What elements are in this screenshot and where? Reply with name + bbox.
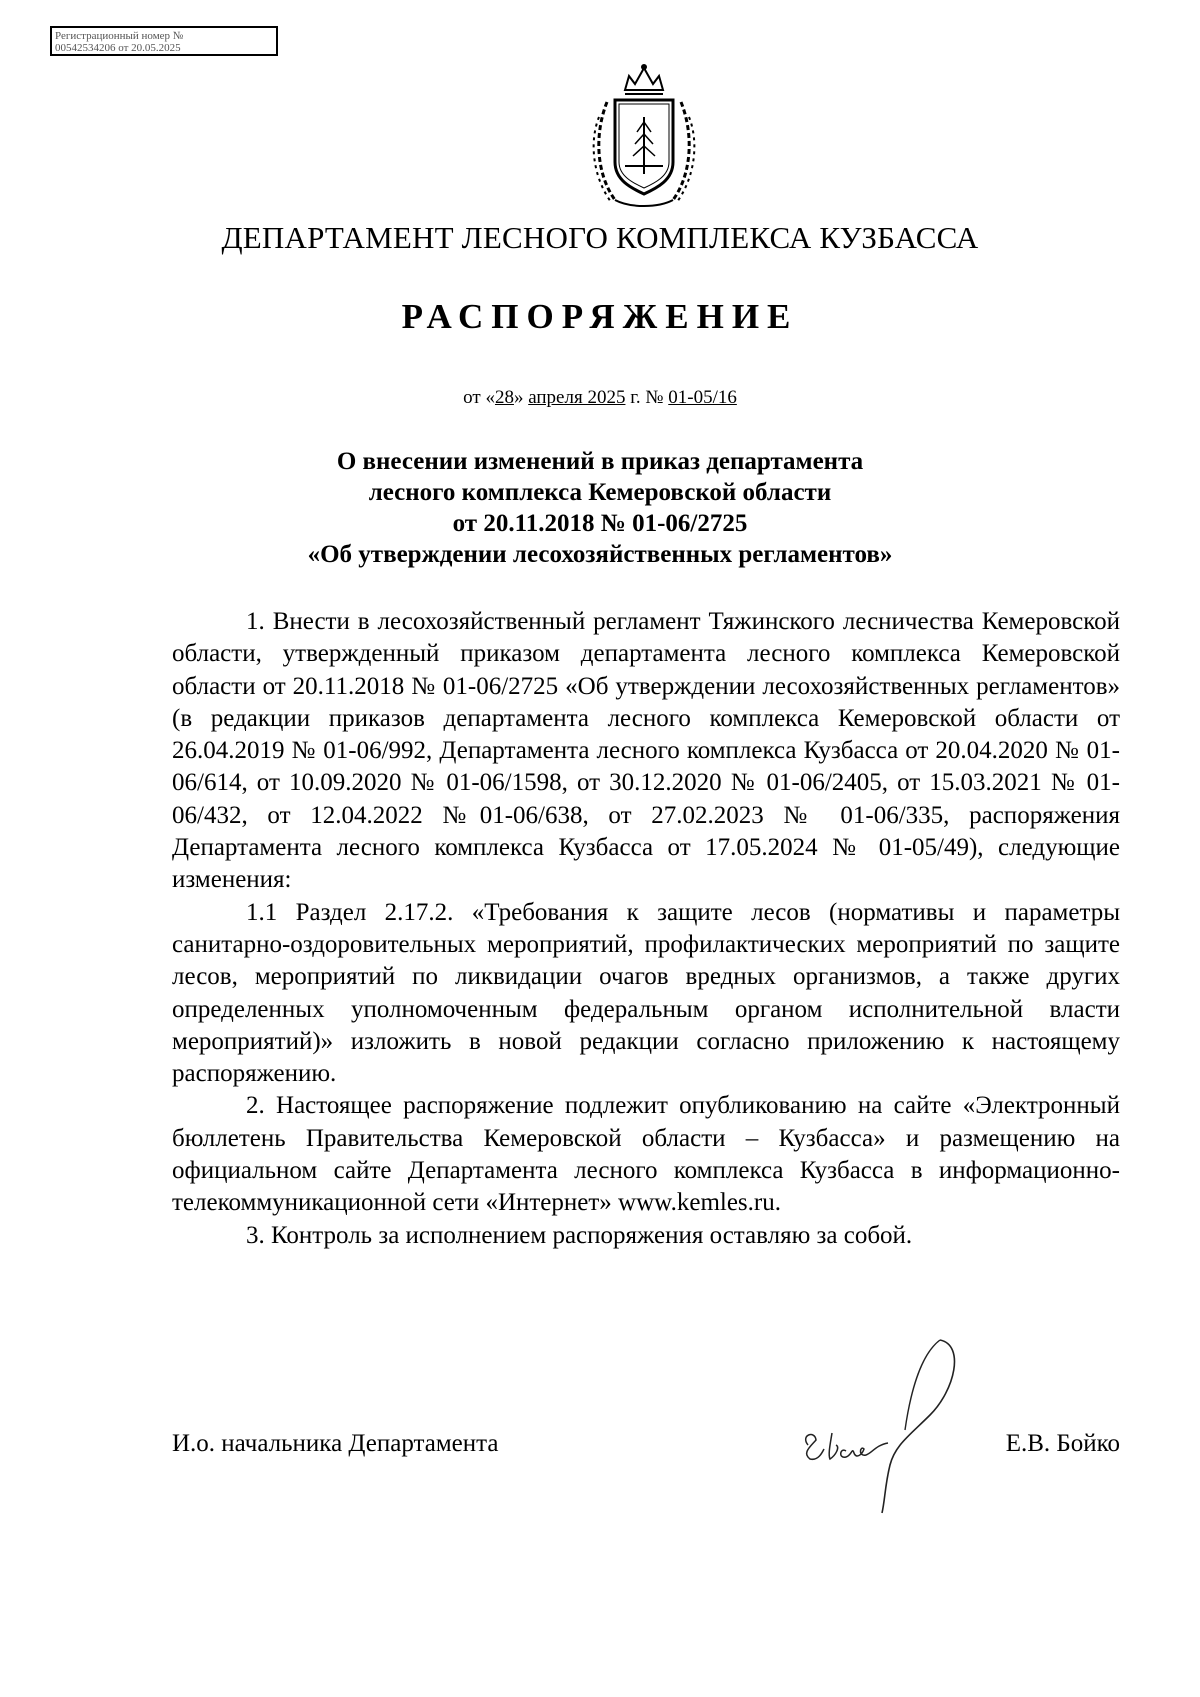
- paragraph-1: 1. Внести в лесохозяйственный регламент Тяжинского лесничества Кемеровской области, утвержденный приказом департамента лесного комплекса Кемеровской области от 20.11.2018 № 01-06/2725 «Об утверждении лесохозяйственных регламентов» (в редакции приказов департамента лесного комплекса Кемеровской области от 26.04.2019 № 01-06/992, Департамента лесного комплекса Кузбасса от 20.04.2020 № 01-06/614, от 10.09.2020 № 01-06/1598, от 30.12.2020 № 01-06/2405, от 15.03.2021 № 01-06/432, от 12.04.2022 №01-06/638, от 27.02.2023 № 01-06/335, распоряжения Департамента лесного комплекса Кузбасса от 17.05.2024 № 01-05/49), следующие изменения:: [172, 608, 1120, 894]
- registration-stamp: [50, 26, 278, 56]
- date-prefix: от «: [463, 387, 495, 408]
- paragraph-2: 2. Настоящее распоряжение подлежит опубликованию на сайте «Электронный бюллетень Правительства Кемеровской области – Кузбасса» и размещению на официальном сайте Департамента лесного комплекса Кузбасса в информационно-телекоммуникационной сети «Интернет» www.kemles.ru.: [172, 1092, 1120, 1217]
- document-title: [0, 446, 1200, 570]
- title-line-4: «Об утверждении лесохозяйственных регламентов»: [307, 541, 893, 568]
- title-line-2: лесного комплекса Кемеровской области: [368, 479, 832, 506]
- document-type: РАСПОРЯЖЕНИЕ: [401, 297, 799, 336]
- signer-name: Е.В. Бойко: [1005, 1430, 1120, 1457]
- document-date-line: [0, 387, 1200, 409]
- document-body: [172, 606, 1120, 1252]
- department-name: ДЕПАРТАМЕНТ ЛЕСНОГО КОМПЛЕКСА КУЗБАССА: [221, 220, 979, 255]
- title-line-3: от 20.11.2018 № 01-06/2725: [452, 510, 748, 537]
- paragraph-1-1: 1.1 Раздел 2.17.2. «Требования к защите лесов (нормативы и параметры санитарно-оздоровительных мероприятий, профилактических мероприятий по защите лесов, мероприятий по ликвидации очагов вредных организмов, а также других определенных уполномоченным федеральным органом исполнительной власти мероприятий)» изложить в новой редакции согласно приложению к настоящему распоряжению.: [172, 898, 1120, 1088]
- date-day: 28: [494, 387, 514, 408]
- kuzbass-coat-of-arms-icon: [585, 62, 703, 212]
- signer-position: И.о. начальника Департамента: [172, 1430, 499, 1457]
- date-month-year: апреля 2025: [528, 387, 626, 408]
- document-number: 01-05/16: [668, 387, 737, 408]
- date-mid: »: [513, 387, 524, 408]
- paragraph-3: 3. Контроль за исполнением распоряжения оставляю за собой.: [246, 1221, 913, 1249]
- registration-line-1: Регистрационный номер №: [55, 30, 184, 42]
- registration-line-2: 00542534206 от 20.05.2025: [55, 42, 181, 54]
- handwritten-signature: [780, 1335, 980, 1515]
- title-line-1: О внесении изменений в приказ департамента: [336, 448, 864, 475]
- date-suffix: г. №: [625, 387, 664, 408]
